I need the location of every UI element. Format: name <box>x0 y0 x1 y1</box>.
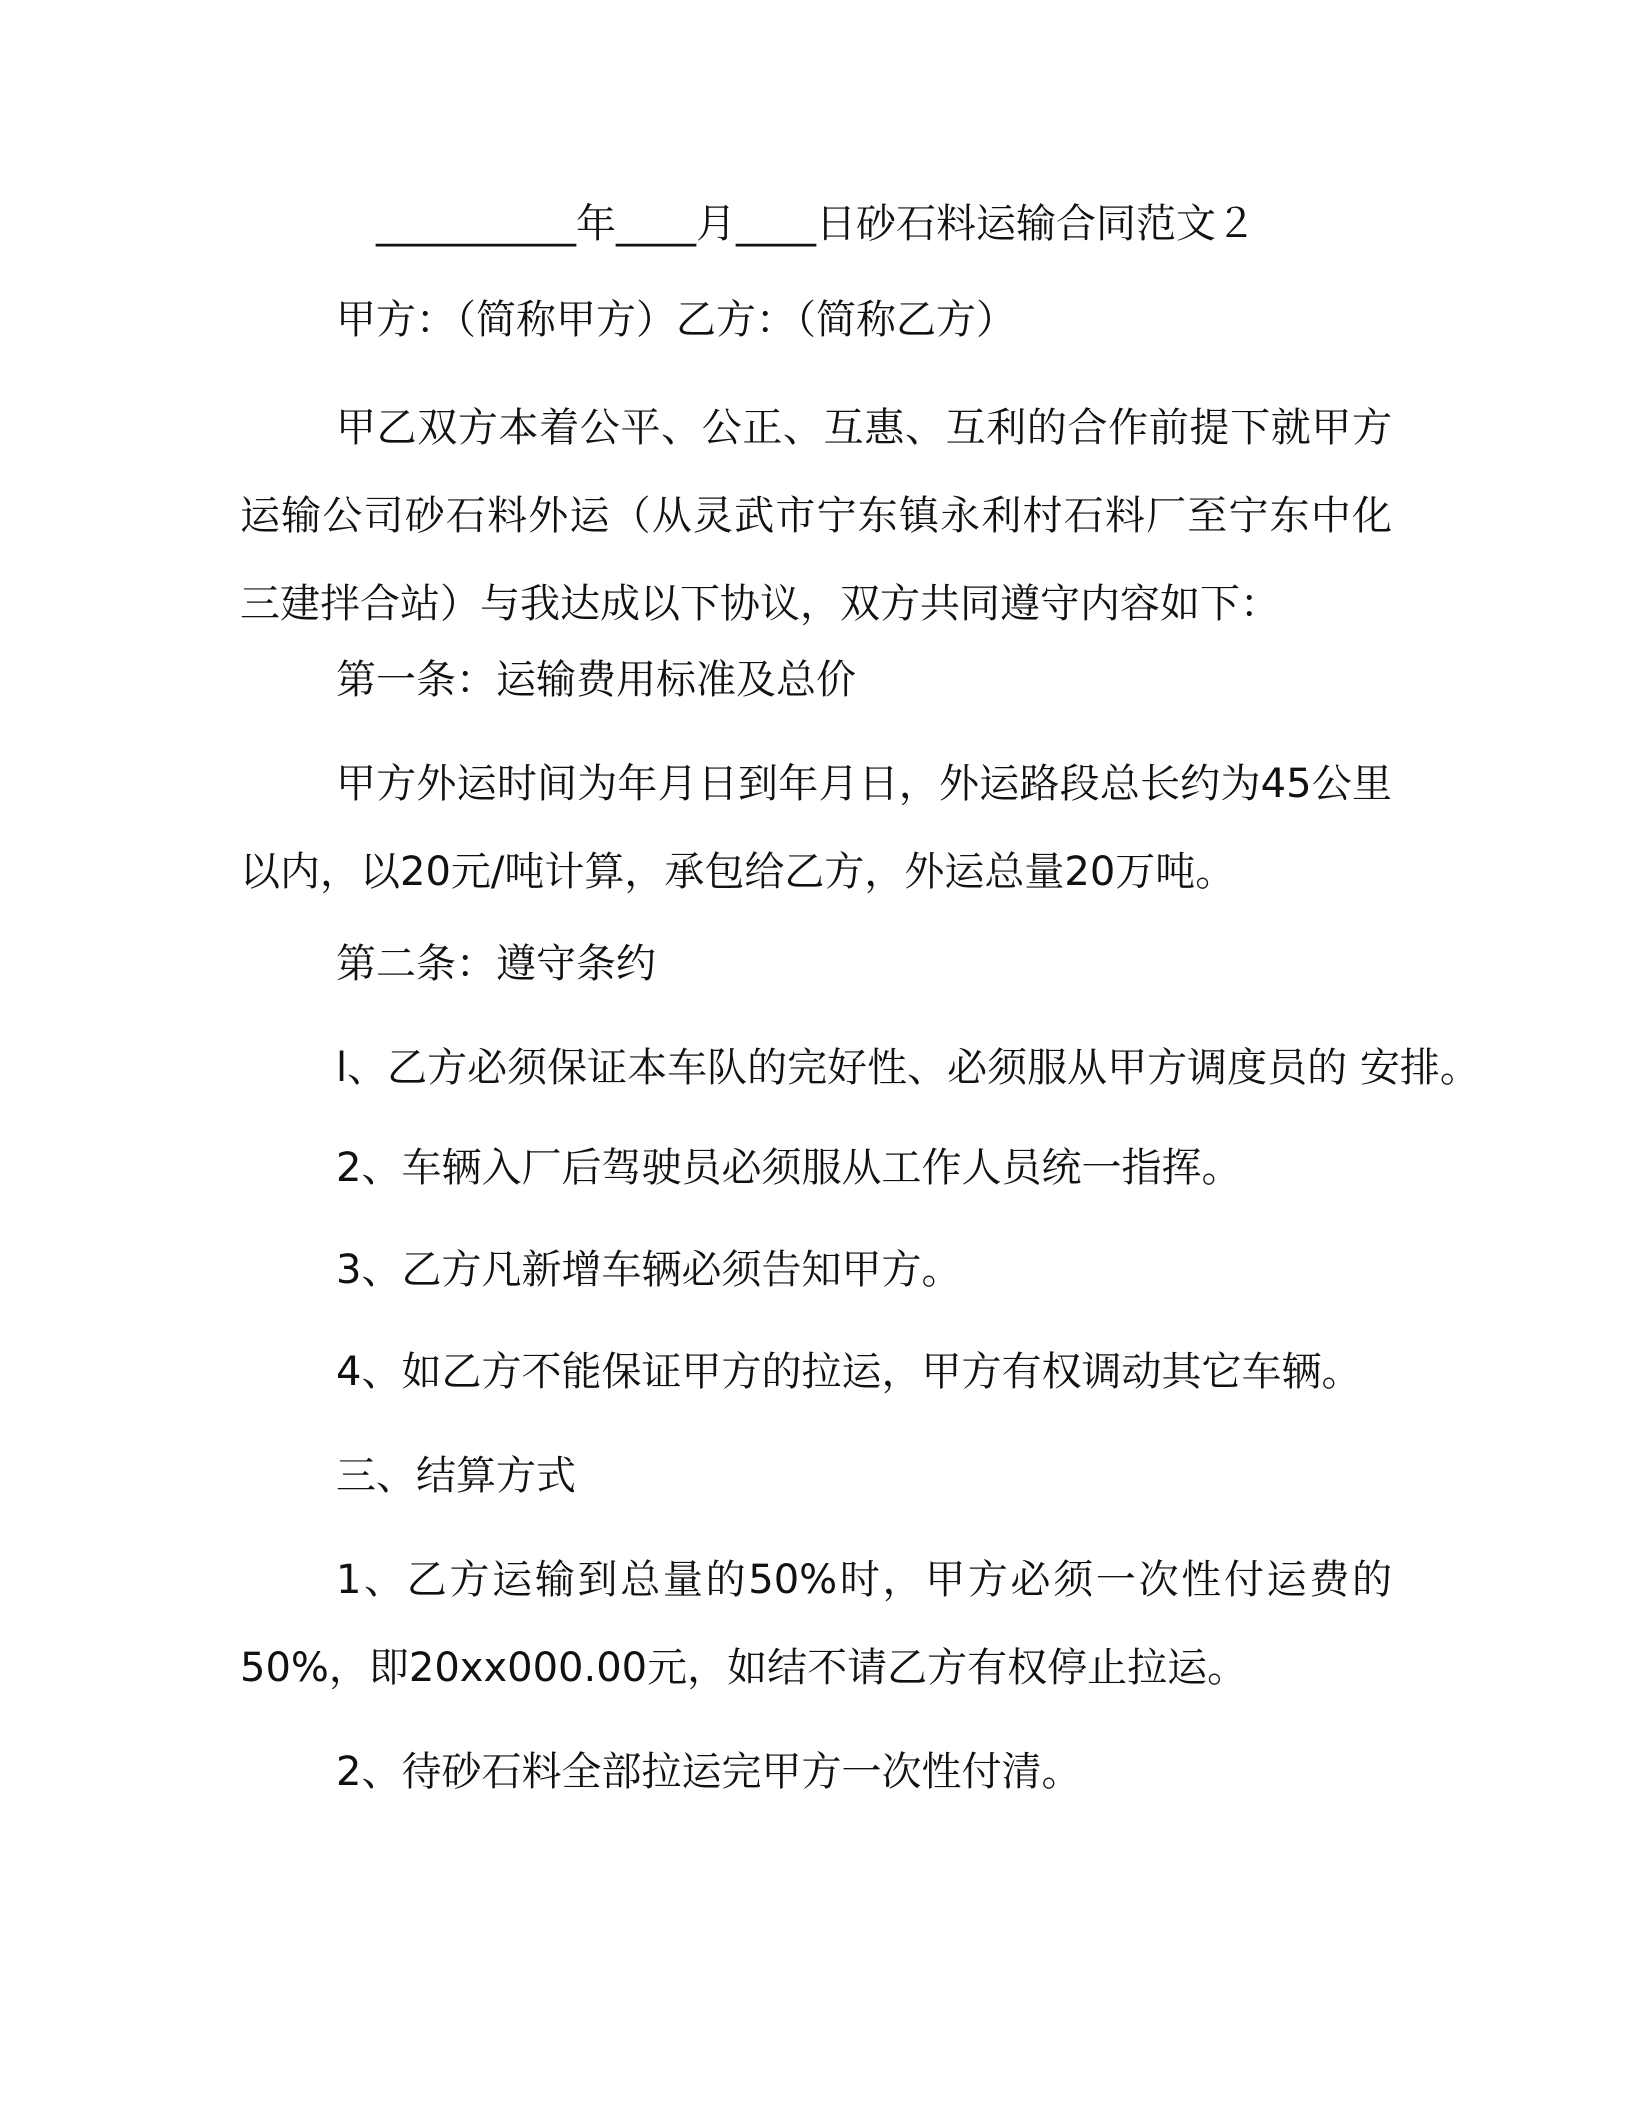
article3-heading: 三、结算方式 <box>336 1453 576 1499</box>
document-title: __________年____月____日砂石料运输合同范文２ <box>376 201 1256 247</box>
article2-item-2: 2、车辆入厂后驾驶员必须服从工作人员统一指挥。 <box>336 1145 1242 1191</box>
parties-line: 甲方：（简称甲方）乙方：（简称乙方） <box>336 297 1016 343</box>
article1-paragraph: 甲方外运时间为年月日到年月日，外运路段总长约为45公里以内，以20元/吨计算，承包给乙方，外运总量20万吨。 <box>240 761 1392 895</box>
article2-item-4: 4、如乙方不能保证甲方的拉运，甲方有权调动其它车辆。 <box>336 1349 1362 1395</box>
article2-item-3: 3、乙方凡新增车辆必须告知甲方。 <box>336 1247 962 1293</box>
article3-item-2: 2、待砂石料全部拉运完甲方一次性付清。 <box>336 1749 1082 1795</box>
article2-heading: 第二条：遵守条约 <box>336 941 656 987</box>
article3-item-1: 1、乙方运输到总量的50%时，甲方必须一次性付运费的50%，即20xx000.00元，如结不请乙方有权停止拉运。 <box>240 1557 1392 1691</box>
intro-paragraph: 甲乙双方本着公平、公正、互惠、互利的合作前提下就甲方运输公司砂石料外运（从灵武市宁东镇永利村石料厂至宁东中化三建拌合站）与我达成以下协议，双方共同遵守内容如下： <box>240 405 1392 627</box>
article1-heading: 第一条：运输费用标准及总价 <box>336 657 856 703</box>
article2-item-1: l、乙方必须保证本车队的完好性、必须服从甲方调度员的 安排。 <box>336 1045 1480 1091</box>
